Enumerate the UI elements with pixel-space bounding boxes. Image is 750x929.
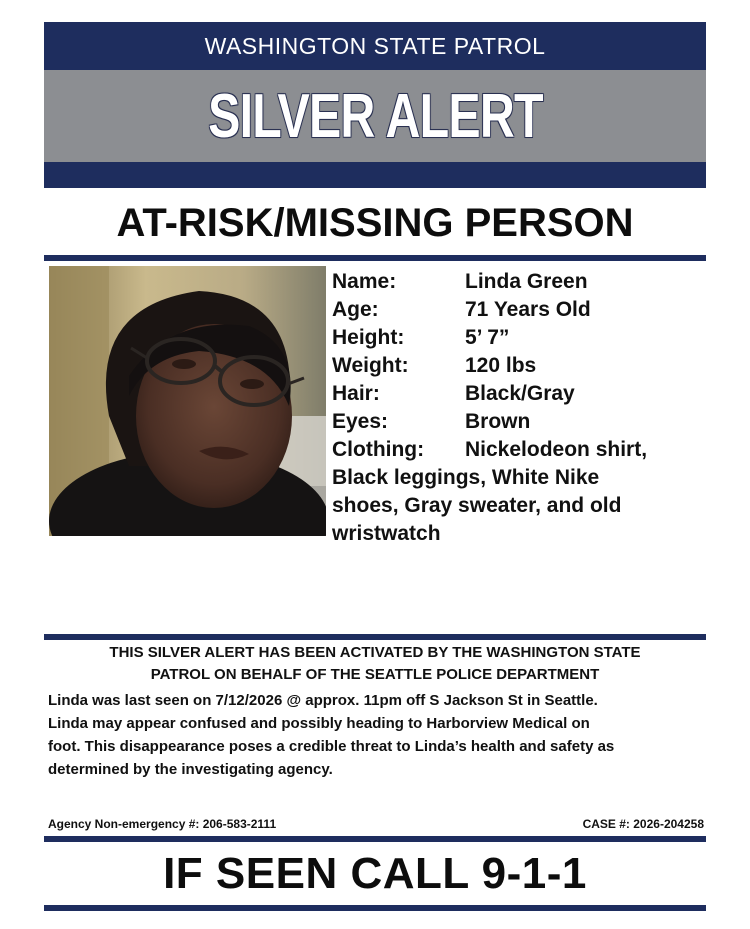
summary-line: foot. This disappearance poses a credible threat to Linda’s health and safety as bbox=[48, 738, 615, 755]
detail-label: Name: bbox=[332, 270, 397, 293]
detail-value-clothing-line: Nickelodeon shirt, bbox=[465, 438, 648, 461]
detail-label: Clothing: bbox=[332, 438, 425, 461]
clothing-continuation bbox=[332, 464, 702, 548]
divider-rule-bottom bbox=[44, 905, 706, 911]
divider-rule-middle bbox=[44, 634, 706, 640]
poster-headline: AT-RISK/MISSING PERSON bbox=[116, 201, 634, 245]
person-photo-icon bbox=[49, 266, 326, 536]
activation-line: THIS SILVER ALERT HAS BEEN ACTIVATED BY THE WASHINGTON STATE bbox=[109, 644, 641, 661]
person-photo bbox=[49, 266, 326, 536]
case-number: CASE #: 2026-204258 bbox=[582, 817, 704, 831]
detail-value-height: 5’ 7” bbox=[465, 326, 510, 349]
footer-info-row bbox=[48, 817, 704, 831]
detail-row-weight bbox=[332, 352, 702, 380]
detail-label: Weight: bbox=[332, 354, 409, 377]
case-summary bbox=[48, 689, 708, 781]
detail-value-clothing-line: wristwatch bbox=[332, 522, 441, 545]
detail-row-name bbox=[332, 268, 702, 296]
summary-line: Linda may appear confused and possibly heading to Harborview Medical on bbox=[48, 715, 590, 732]
call-to-action: IF SEEN CALL 9-1-1 bbox=[163, 849, 587, 898]
detail-value-hair: Black/Gray bbox=[465, 382, 575, 405]
header-gray-band bbox=[44, 70, 706, 162]
agency-phone: Agency Non-emergency #: 206-583-2111 bbox=[48, 817, 277, 831]
activation-notice bbox=[44, 642, 706, 686]
person-details bbox=[332, 268, 702, 548]
detail-row-eyes bbox=[332, 408, 702, 436]
detail-value-clothing-line: shoes, Gray sweater, and old bbox=[332, 494, 622, 517]
alert-type-title: SILVER ALERT bbox=[207, 81, 543, 151]
header-bottom-band bbox=[44, 162, 706, 188]
divider-rule-footer bbox=[44, 836, 706, 842]
detail-value-age: 71 Years Old bbox=[465, 298, 591, 321]
detail-value-clothing-line: Black leggings, White Nike bbox=[332, 466, 600, 489]
detail-value-name: Linda Green bbox=[465, 270, 588, 293]
summary-line: Linda was last seen on 7/12/2026 @ approx. 11pm off S Jackson St in Seattle. bbox=[48, 692, 598, 709]
divider-rule-top bbox=[44, 255, 706, 261]
detail-label: Eyes: bbox=[332, 410, 389, 433]
detail-value-weight: 120 lbs bbox=[465, 354, 537, 377]
activation-line: PATROL ON BEHALF OF THE SEATTLE POLICE DEPARTMENT bbox=[150, 666, 600, 683]
header-top-band bbox=[44, 22, 706, 70]
detail-label: Hair: bbox=[332, 382, 380, 405]
summary-line: determined by the investigating agency. bbox=[48, 761, 333, 778]
detail-row-height bbox=[332, 324, 702, 352]
detail-row-clothing bbox=[332, 436, 702, 464]
detail-value-eyes: Brown bbox=[465, 410, 531, 433]
detail-row-hair bbox=[332, 380, 702, 408]
agency-title: WASHINGTON STATE PATROL bbox=[204, 32, 546, 59]
detail-label: Age: bbox=[332, 298, 379, 321]
detail-label: Height: bbox=[332, 326, 405, 349]
detail-row-age bbox=[332, 296, 702, 324]
